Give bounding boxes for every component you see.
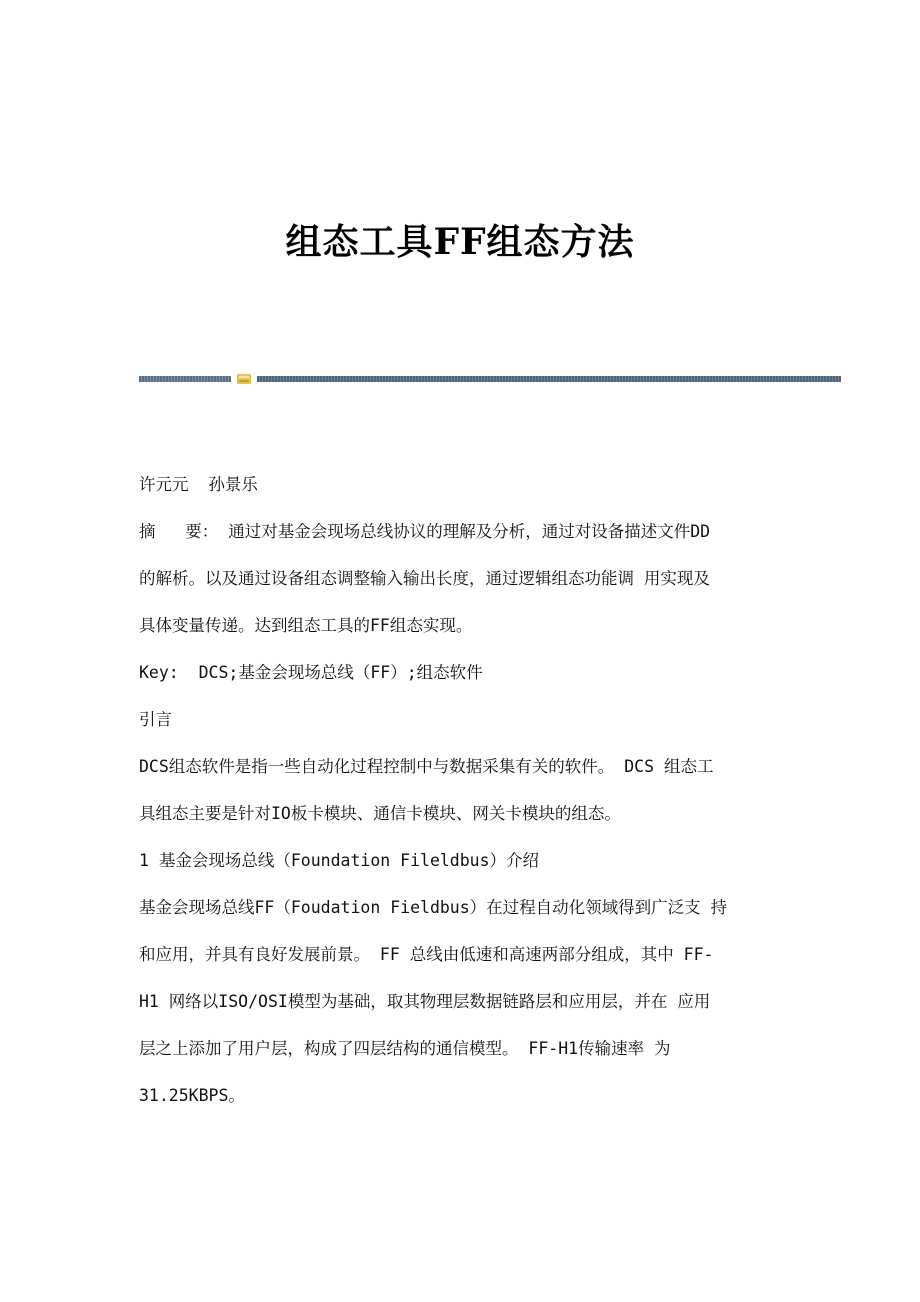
section1-line-4: 层之上添加了用户层，构成了四层结构的通信模型。 FF-H1传输速率 为: [139, 1039, 671, 1058]
intro-line-1: DCS组态软件是指一些自动化过程控制中与数据采集有关的软件。 DCS 组态工: [139, 757, 714, 776]
intro-heading: 引言: [139, 710, 172, 729]
section1-heading: 1 基金会现场总线（Foundation Fileldbus）介绍: [139, 851, 540, 870]
section1-line-5: 31.25KBPS。: [139, 1086, 245, 1105]
divider-bar-left: [139, 376, 231, 382]
keywords-line: Key: DCS;基金会现场总线（FF）;组态软件: [139, 663, 483, 682]
divider-bar-right: [257, 376, 841, 382]
abstract-line-1: 摘 要： 通过对基金会现场总线协议的理解及分析，通过对设备描述文件DD: [139, 522, 711, 541]
section1-line-3: H1 网络以ISO/OSI模型为基础，取其物理层数据链路层和应用层，并在 应用: [139, 992, 711, 1011]
section1-line-1: 基金会现场总线FF（Foudation Fieldbus）在过程自动化领域得到广泛支 持: [139, 898, 728, 917]
abstract-line-2: 的解析。以及通过设备组态调整输入输出长度，通过逻辑组态功能调 用实现及: [139, 569, 710, 588]
document-title: 组态工具FF组态方法: [285, 221, 635, 263]
intro-line-2: 具组态主要是针对IO板卡模块、通信卡模块、网关卡模块的组态。: [139, 804, 621, 823]
section1-line-2: 和应用，并具有良好发展前景。 FF 总线由低速和高速两部分组成，其中 FF-: [139, 945, 714, 964]
authors-line: 许元元 孙景乐: [139, 475, 258, 494]
document-body: [139, 461, 789, 1119]
title-divider: [139, 374, 841, 384]
divider-ornament-icon: [237, 374, 251, 384]
abstract-line-3: 具体变量传递。达到组态工具的FF组态实现。: [139, 616, 473, 635]
